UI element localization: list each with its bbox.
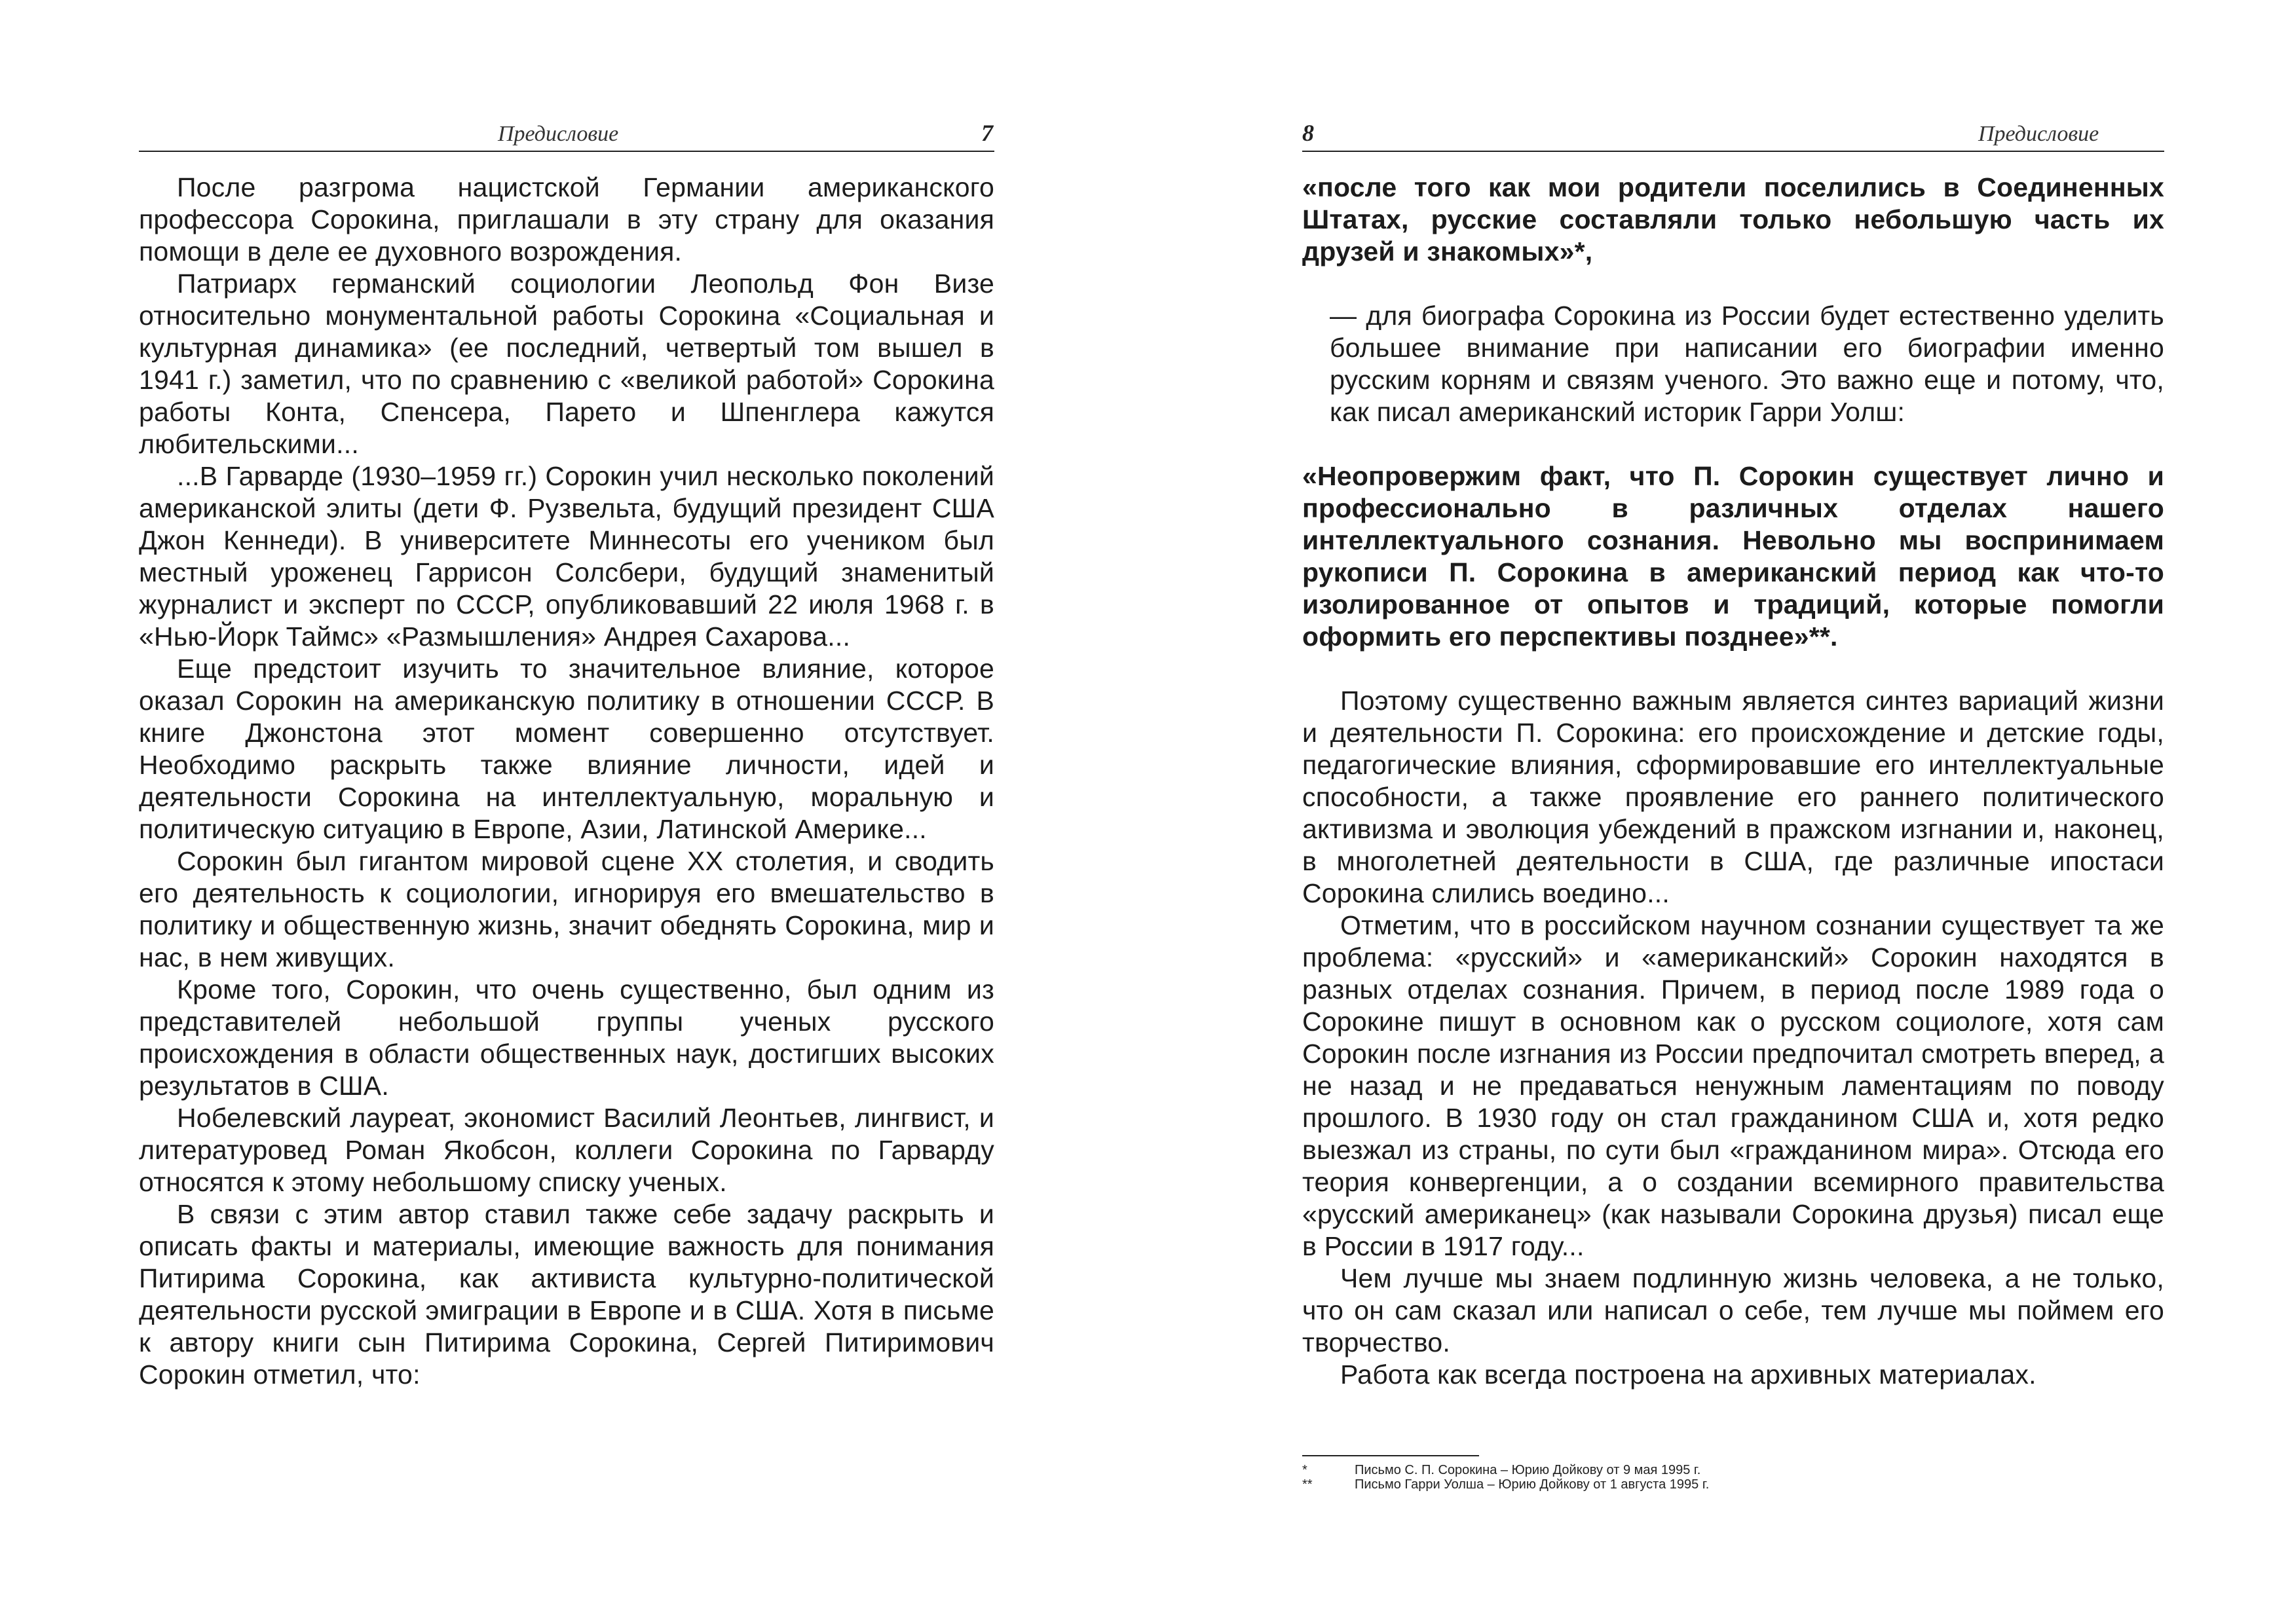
paragraph: Поэтому существенно важным является синтез вариаций жизни и деятельности П. Сорокина: его происхождение и детские годы, педагогические влияния, сформировавшие его интеллектуальные способности, а также проявление его раннего политического активизма и эволюция убеждений в пражском изгнании и, наконец, в многолетней деятельности в США, где различные ипостаси Сорокина слились воедино...	[1302, 686, 2164, 908]
paragraph: Патриарх германский социологии Леопольд Фон Визе относительно монументальной работы Сорокина «Социальная и культурная динамика» (ее последний, четвертый том вышел в 1941 г.) заметил, что по сравнению с «великой работой» Сорокина работы Конта, Спенсера, Парето и Шпенглера кажутся любительскими...	[139, 268, 994, 459]
block-quote: «Неопровержим факт, что П. Сорокин существует лично и профессионально в различных отделах нашего интеллектуального сознания. Невольно мы воспринимаем рукописи П. Сорокина в американский период как что-то изолированное от опытов и традиций, которые помогли оформить его перспективы позднее»**.	[1302, 461, 2164, 652]
footnote-text: Письмо Гарри Уолша – Юрию Дойкову от 1 августа 1995 г.	[1355, 1477, 1710, 1492]
paragraph: Сорокин был гигантом мировой сцене XX столетия, и сводить его деятельность к социологии, игнорируя его вмешательство в политику и общественную жизнь, значит обеднять Сорокина, мир и нас, в нем живущих.	[139, 846, 994, 972]
body-text	[139, 172, 994, 1391]
spacer	[1302, 428, 2164, 460]
footnote-rule	[1302, 1455, 1479, 1456]
block-quote: «после того как мои родители поселились в Соединенных Штатах, русские составляли только небольшую часть их друзей и знакомых»*,	[1302, 172, 2164, 267]
paragraph: В связи с этим автор ставил также себе задачу раскрыть и описать факты и материалы, имеющие важность для понимания Питирима Сорокина, как активиста культурно-политической деятельности русской эмиграции в Европе и в США. Хотя в письме к автору книги сын Питирима Сорокина, Сергей Питиримович Сорокин отметил, что:	[139, 1199, 994, 1390]
paragraph: Отметим, что в российском научном сознании существует та же проблема: «русский» и «американский» Сорокин находятся в разных отделах сознания. Причем, в период после 1989 года о Сорокине пишут в основном как о русском социологе, хотя сам Сорокин после изгнания из России предпочитал смотреть вперед, а не назад и не предаваться ненужным ламентациям по поводу прошлого. В 1930 году он стал гражданином США и, хотя редко выезжал из страны, по сути был «гражданином мира». Отсюда его теория конвергенции, а о создании всемирного правительства «русский американец» (как называли Сорокина друзья) писал еще в России в 1917 году...	[1302, 910, 2164, 1261]
paragraph: — для биографа Сорокина из России будет естественно уделить большее внимание при написании его биографии именно русским корням и связям ученого. Это важно еще и потому, что, как писал американский историк Гарри Уолш:	[1330, 301, 2164, 427]
body-text	[1302, 172, 2164, 1391]
footnote	[1302, 1463, 1892, 1477]
running-header-title: Предисловие	[498, 122, 619, 146]
paragraph: Чем лучше мы знаем подлинную жизнь человека, а не только, что он сам сказал или написал о себе, тем лучше мы поймем его творчество.	[1302, 1263, 2164, 1357]
right-page	[1145, 0, 2290, 1624]
paragraph: Работа как всегда построена на архивных материалах.	[1340, 1359, 2037, 1390]
footnotes	[1302, 1463, 1892, 1492]
page-number: 7	[981, 120, 993, 146]
footnote-mark: **	[1302, 1477, 1313, 1492]
paragraph: После разгрома нацистской Германии американского профессора Сорокина, приглашали в эту страну для оказания помощи в деле ее духовного возрождения.	[139, 172, 994, 267]
running-header-title: Предисловие	[1978, 122, 2099, 146]
paragraph: Еще предстоит изучить то значительное влияние, которое оказал Сорокин на американскую политику в отношении СССР. В книге Джонстона этот момент совершенно отсутствует. Необходимо раскрыть также влияние личности, идей и деятельности Сорокина на интеллектуальную, моральную и политическую ситуацию в Европе, Азии, Латинской Америке...	[139, 654, 994, 844]
running-header	[139, 117, 994, 152]
paragraph: ...В Гарварде (1930–1959 гг.) Сорокин учил несколько поколений американской элиты (дети Ф. Рузвельта, будущий президент США Джон Кеннеди). В университете Миннесоты его учеником был местный уроженец Гаррисон Солсбери, будущий знаменитый журналист и эксперт по СССР, опубликовавший 22 июля 1968 г. в «Нью-Йорк Таймс» «Размышления» Андрея Сахарова...	[139, 461, 994, 652]
paragraph: Кроме того, Сорокин, что очень существенно, был одним из представителей небольшой группы ученых русского происхождения в области общественных наук, достигших высоких результатов в США.	[139, 974, 994, 1101]
footnote-mark: *	[1302, 1463, 1307, 1477]
footnote	[1302, 1477, 1892, 1492]
page-number: 8	[1302, 120, 1314, 146]
running-header	[1302, 117, 2164, 152]
footnote-text: Письмо С. П. Сорокина – Юрию Дойкову от 9 мая 1995 г.	[1355, 1463, 1701, 1477]
paragraph: Нобелевский лауреат, экономист Василий Леонтьев, лингвист, и литературовед Роман Якобсон, коллеги Сорокина по Гарварду относятся к этому небольшому списку ученых.	[139, 1103, 994, 1197]
spacer	[1302, 653, 2164, 685]
spacer	[1302, 268, 2164, 300]
